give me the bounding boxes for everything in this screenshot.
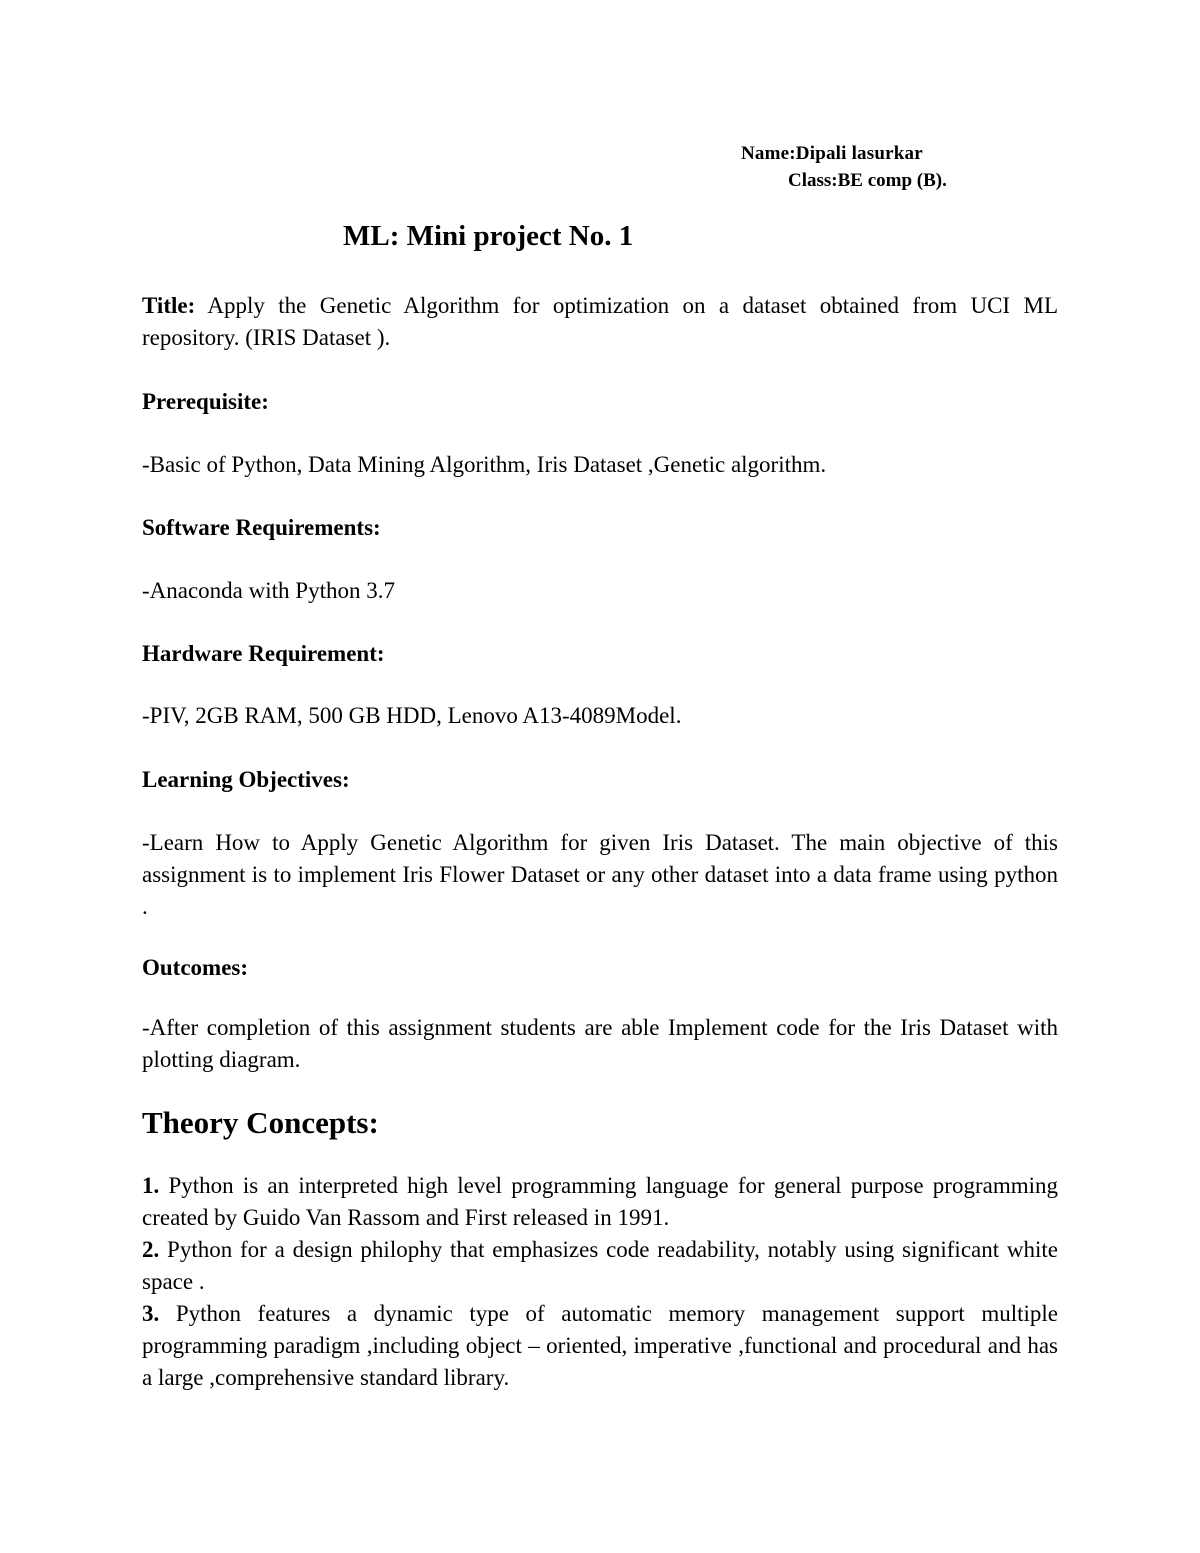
theory-item-text: Python features a dynamic type of automatic memory management support multiple programming paradigm ,including object – oriented, imperative ,functional and procedural and has a large ,comprehensive standard library. (142, 1301, 1058, 1390)
theory-item-number: 2. (142, 1237, 160, 1262)
author-name: Name:Dipali lasurkar (741, 143, 923, 164)
title-paragraph (142, 290, 1058, 354)
theory-item (142, 1234, 1058, 1298)
theory-item (142, 1170, 1058, 1234)
theory-item-text: Python is an interpreted high level programming language for general purpose programming created by Guido Van Rassom and First released in 1991. (142, 1173, 1059, 1230)
title-text: Apply the Genetic Algorithm for optimization on a dataset obtained from UCI ML repository. (IRIS Dataset ). (142, 293, 1058, 350)
prerequisite-text: -Basic of Python, Data Mining Algorithm, Iris Dataset ,Genetic algorithm. (142, 452, 827, 477)
objectives-heading: Learning Objectives: (142, 767, 350, 792)
theory-list (142, 1170, 1058, 1394)
outcomes-text: -After completion of this assignment students are able Implement code for the Iris Dataset with plotting diagram. (142, 1015, 1058, 1072)
software-text: -Anaconda with Python 3.7 (142, 578, 395, 603)
outcomes-heading: Outcomes: (142, 955, 249, 980)
theory-item-text: Python for a design philophy that emphasizes code readability, notably using significant white space . (142, 1237, 1059, 1294)
author-class: Class:BE comp (B). (788, 170, 947, 191)
document-title: ML: Mini project No. 1 (343, 220, 634, 252)
theory-heading: Theory Concepts: (142, 1105, 379, 1140)
software-heading: Software Requirements: (142, 515, 381, 540)
prerequisite-heading: Prerequisite: (142, 389, 269, 414)
hardware-heading: Hardware Requirement: (142, 641, 385, 666)
theory-item-number: 1. (142, 1173, 160, 1198)
theory-item (142, 1298, 1058, 1394)
theory-item-number: 3. (142, 1301, 160, 1326)
hardware-text: -PIV, 2GB RAM, 500 GB HDD, Lenovo A13-4089Model. (142, 703, 682, 728)
title-label: Title: (142, 293, 196, 318)
objectives-text: -Learn How to Apply Genetic Algorithm for given Iris Dataset. The main objective of this assignment is to implement Iris Flower Dataset or any other dataset into a data frame using python . (142, 830, 1058, 919)
